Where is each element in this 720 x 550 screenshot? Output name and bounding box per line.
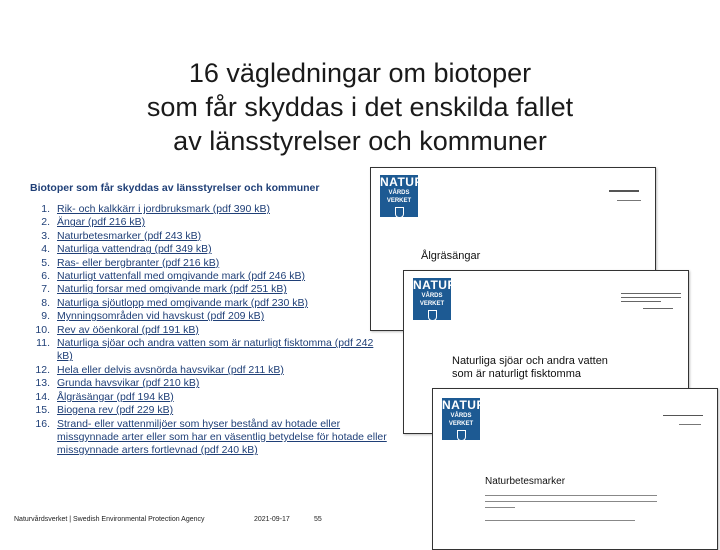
list-item-link[interactable]: Naturligt vattenfall med omgivande mark (pdf 246 kB) — [57, 270, 306, 283]
document-title: Naturbetesmarker — [485, 476, 566, 487]
list-item[interactable] — [30, 324, 390, 337]
list-item[interactable] — [30, 216, 390, 229]
list-item-number: 13. — [35, 377, 50, 390]
list-item[interactable] — [30, 391, 390, 404]
list-item[interactable] — [30, 418, 390, 458]
list-item-number: 5. — [41, 256, 50, 269]
list-item-number: 2. — [41, 216, 50, 229]
list-item-link[interactable]: Ålgräsängar (pdf 194 kB) — [57, 390, 174, 403]
list-item-number: 15. — [35, 404, 50, 417]
list-item[interactable] — [30, 364, 390, 377]
list-item[interactable] — [30, 257, 390, 270]
footer-organization: Naturvårdsverket | Swedish Environmental Protection Agency — [14, 516, 205, 523]
crest-icon — [428, 310, 437, 321]
list-item-number: 6. — [41, 270, 50, 283]
list-item-link[interactable]: Naturliga sjöutlopp med omgivande mark (pdf 230 kB) — [57, 296, 308, 309]
list-heading: Biotoper som får skyddas av länsstyrelser och kommuner — [30, 182, 320, 194]
slide-title-line-1: 16 vägledningar om biotoper — [188, 58, 532, 88]
list-item-link[interactable]: Hela eller delvis avsnörda havsvikar (pdf 211 kB) — [57, 363, 284, 376]
naturvardsverket-logo: NATUR VÅRDS VERKET — [442, 398, 480, 440]
list-item-number: 9. — [41, 310, 50, 323]
naturvardsverket-logo: NATUR VÅRDS VERKET — [413, 278, 451, 320]
list-item[interactable] — [30, 310, 390, 323]
document-thumbnail-naturbetesmarker — [432, 388, 718, 550]
header-lines — [621, 293, 681, 309]
document-title: Ålgräsängar — [421, 250, 481, 262]
crest-icon — [395, 207, 404, 218]
list-item-link[interactable]: Rik- och kalkkärr i jordbruksmark (pdf 390 kB) — [57, 203, 270, 215]
list-item-link[interactable]: Mynningsområden vid havskust (pdf 209 kB) — [57, 310, 265, 323]
list-item-number: 12. — [35, 363, 50, 376]
list-item[interactable] — [30, 404, 390, 417]
list-item-number: 11. — [36, 337, 50, 350]
list-item[interactable] — [30, 337, 390, 364]
list-item-number: 8. — [41, 296, 50, 309]
slide-title-line-3: av länsstyrelser och kommuner — [173, 126, 547, 156]
list-item-link[interactable]: Rev av ööenkoral (pdf 191 kB) — [57, 323, 199, 336]
list-item[interactable] — [30, 297, 390, 310]
list-item[interactable] — [30, 270, 390, 283]
list-item-number: 16. — [35, 417, 50, 430]
slide-title-line-2: som får skyddas i det enskilda fallet — [146, 92, 574, 122]
list-item-number: 10. — [35, 323, 50, 336]
header-lines — [609, 190, 643, 201]
list-item-number: 4. — [41, 243, 50, 256]
footer-date: 2021-09-17 — [254, 516, 290, 523]
list-item[interactable] — [30, 377, 390, 390]
list-item-link[interactable]: Strand- eller vattenmiljöer som hyser bestånd av hotade eller missgynnade arter eller som har en väsentlig betydelse för hotade eller missgynnade arters fortlevnad (pdf 240 kB) — [57, 417, 387, 457]
crest-icon — [457, 430, 466, 441]
list-item-number: 14. — [35, 390, 50, 403]
list-item[interactable] — [30, 230, 390, 243]
list-item-link[interactable]: Naturlig forsar med omgivande mark (pdf 251 kB) — [57, 283, 287, 296]
header-lines — [663, 415, 703, 425]
biotope-list — [30, 203, 390, 458]
body-text-lines — [485, 495, 657, 521]
document-title: Naturliga sjöar och andra vatten som är naturligt fisktomma — [452, 355, 608, 380]
list-item-link[interactable]: Ras- eller bergbranter (pdf 216 kB) — [57, 256, 220, 269]
list-item[interactable] — [30, 283, 390, 296]
list-item[interactable] — [30, 243, 390, 256]
list-item-number: 3. — [41, 229, 50, 242]
naturvardsverket-logo: NATUR VÅRDS VERKET — [380, 175, 418, 217]
list-item-number: 1. — [41, 203, 50, 215]
footer-page-number: 55 — [314, 516, 322, 523]
list-item-link[interactable]: Naturbetesmarker (pdf 243 kB) — [57, 229, 202, 242]
list-item-link[interactable]: Biogena rev (pdf 229 kB) — [57, 404, 174, 417]
list-item-link[interactable]: Ängar (pdf 216 kB) — [57, 216, 146, 229]
list-item-number: 7. — [41, 283, 50, 296]
list-item[interactable] — [30, 203, 390, 216]
list-item-link[interactable]: Naturliga vattendrag (pdf 349 kB) — [57, 243, 212, 256]
slide-title — [0, 56, 720, 158]
list-item-link[interactable]: Grunda havsvikar (pdf 210 kB) — [57, 377, 200, 390]
list-item-link[interactable]: Naturliga sjöar och andra vatten som är naturligt fisktomma (pdf 242 kB) — [57, 337, 374, 363]
